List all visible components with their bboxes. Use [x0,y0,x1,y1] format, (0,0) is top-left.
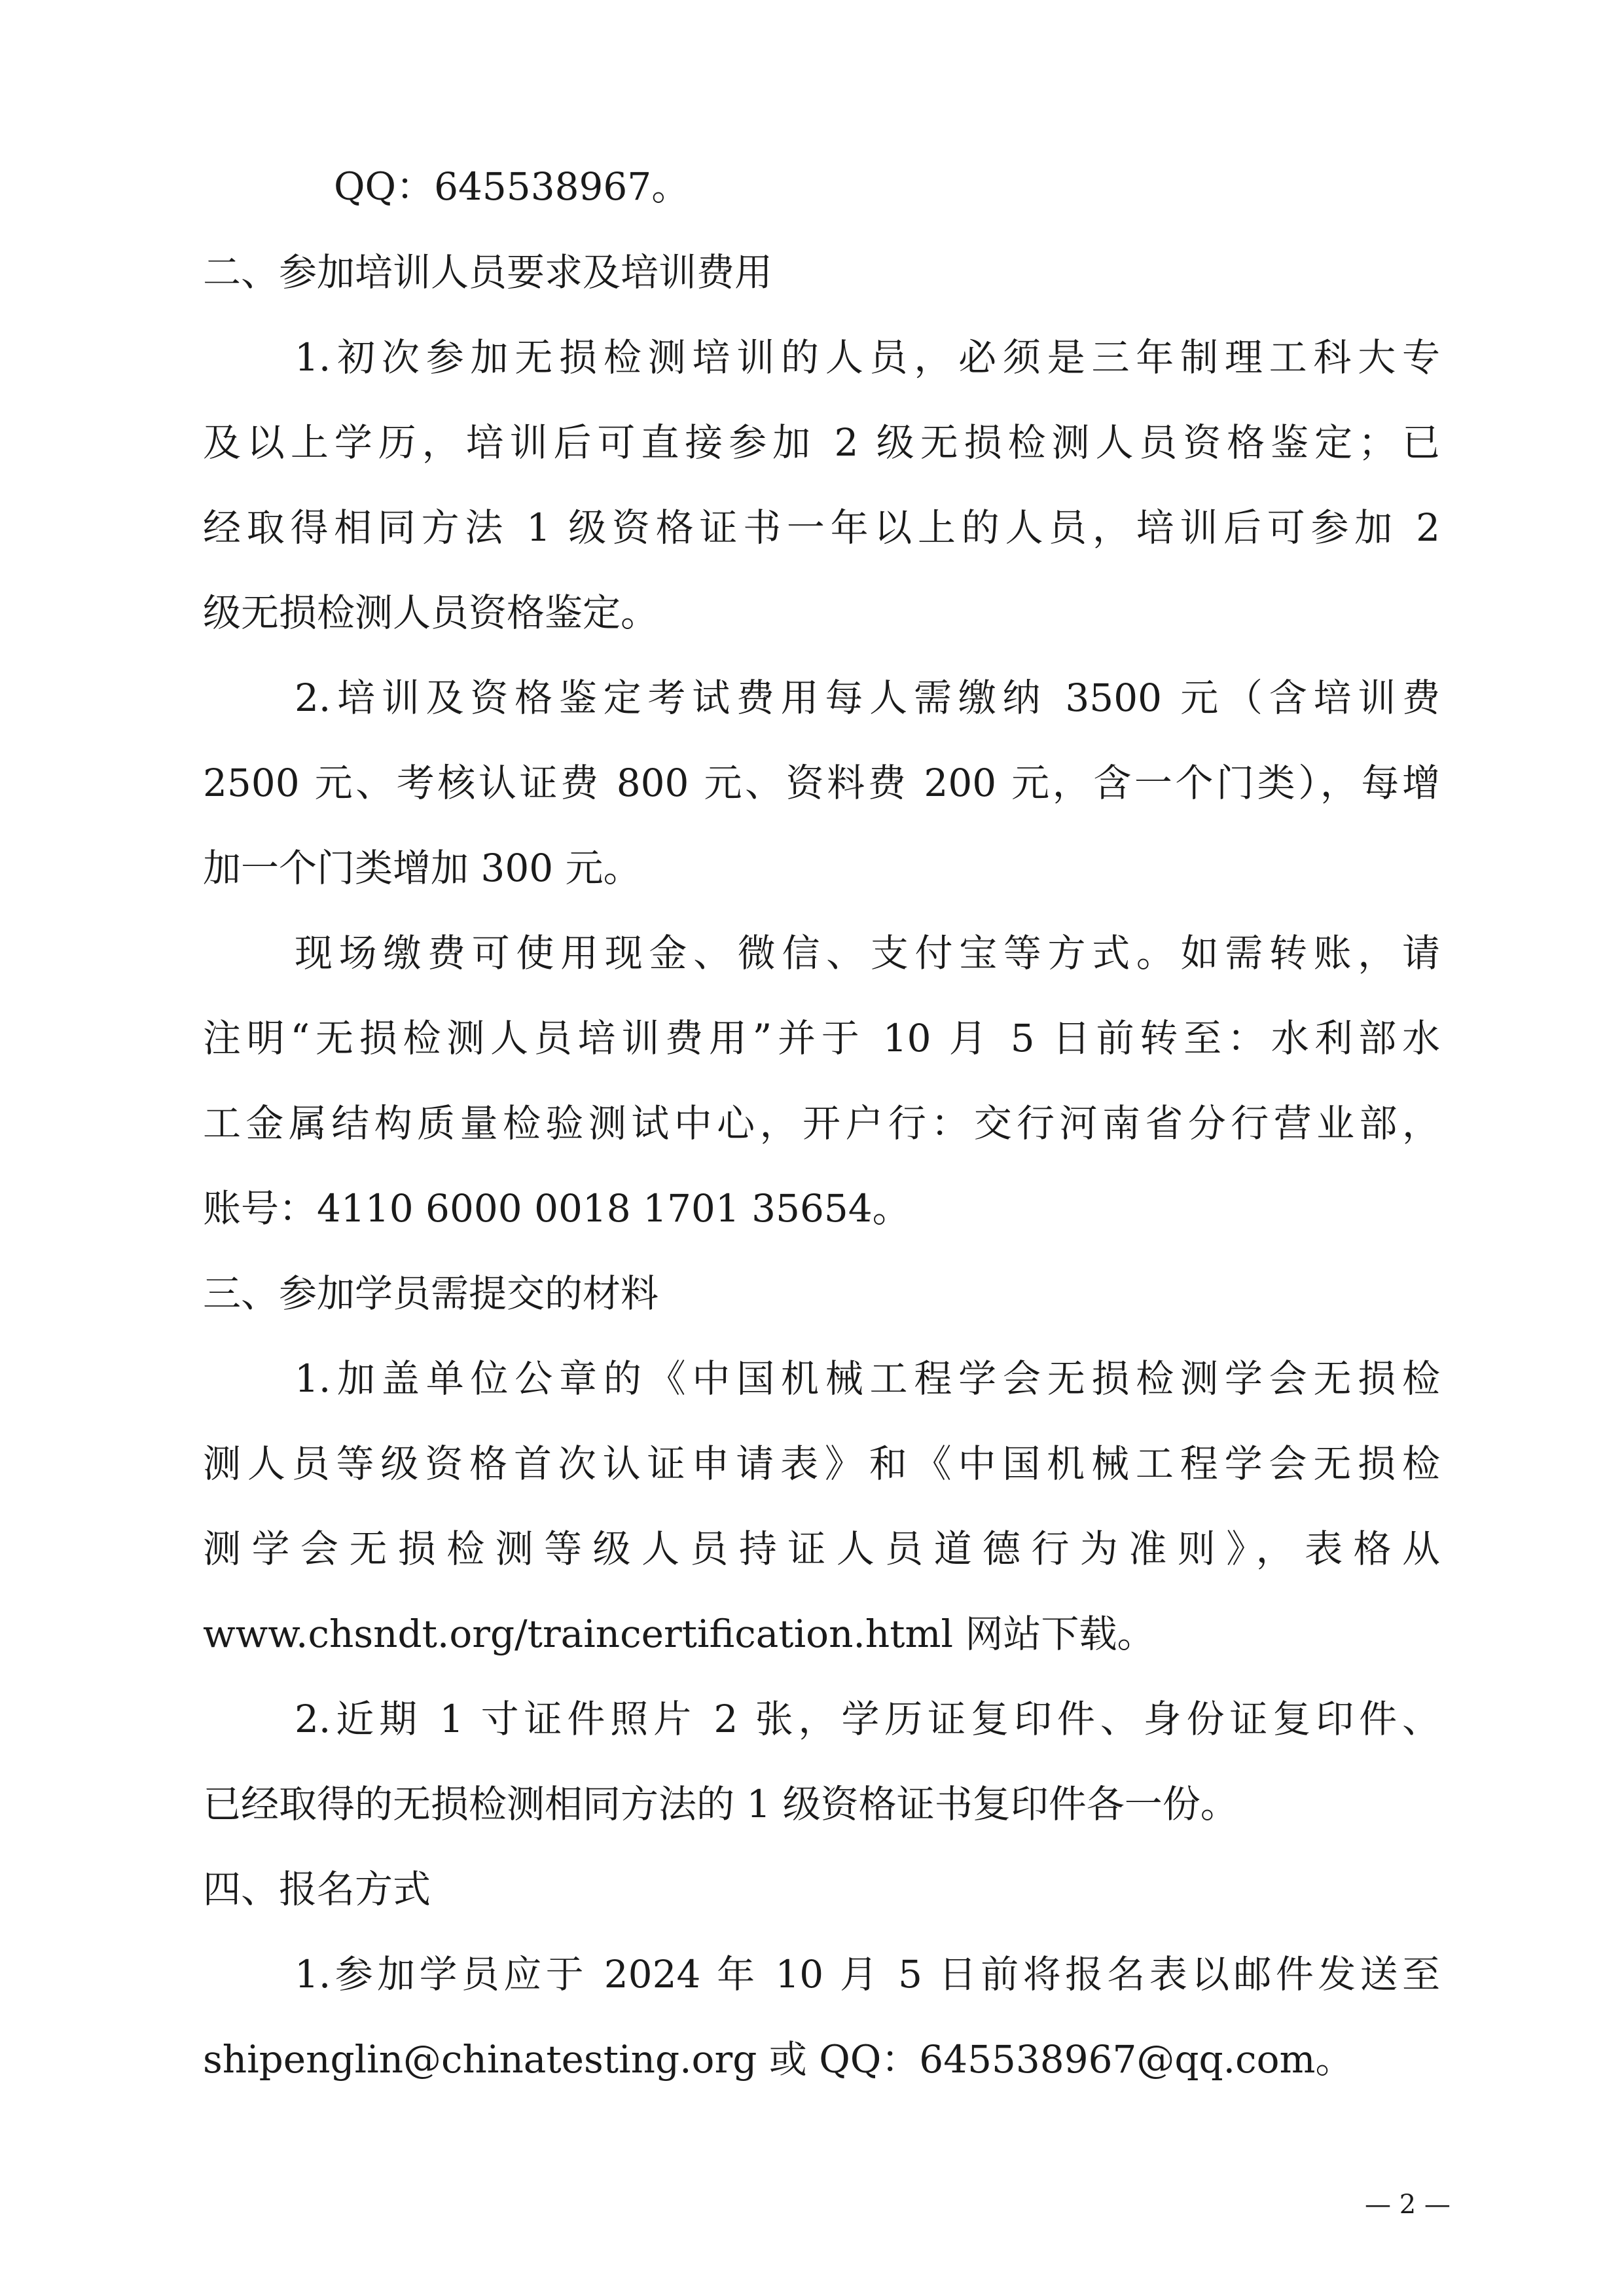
paragraph-line: 1.参加学员应于 2024 年 10 月 5 日前将报名表以邮件发送至 [295,1952,1440,1997]
section-heading-4: 四、报名方式 [203,1867,431,1911]
paragraph-line: 加一个门类增加 300 元。 [203,846,641,890]
paragraph-line: 级无损检测人员资格鉴定。 [203,590,659,635]
paragraph-line: 1.初次参加无损检测培训的人员，必须是三年制理工科大专 [295,335,1440,380]
page-number: — 2 — [1365,2190,1451,2220]
paragraph-line: 2500 元、考核认证费 800 元、资料费 200 元，含一个门类），每增 [203,761,1440,805]
paragraph-line: 现场缴费可使用现金、微信、支付宝等方式。如需转账，请 [295,931,1440,975]
contact-qq-line: QQ：645538967。 [334,164,690,209]
paragraph-line: 测人员等级资格首次认证申请表》和《中国机械工程学会无损检 [203,1441,1440,1486]
paragraph-line: 2.培训及资格鉴定考试费用每人需缴纳 3500 元（含培训费 [295,676,1440,720]
paragraph-line: 已经取得的无损检测相同方法的 1 级资格证书复印件各一份。 [203,1782,1238,1826]
section-heading-3: 三、参加学员需提交的材料 [203,1271,659,1316]
email-contact-line: shipenglin@chinatesting.org 或 QQ：645538967@qq.com。 [203,2037,1354,2082]
paragraph-line: 注明“无损检测人员培训费用”并于 10 月 5 日前转至：水利部水 [203,1016,1440,1060]
paragraph-line: 及以上学历，培训后可直接参加 2 级无损检测人员资格鉴定；已 [203,420,1440,465]
paragraph-line: 2.近期 1 寸证件照片 2 张，学历证复印件、身份证复印件、 [295,1697,1440,1741]
paragraph-line: 测学会无损检测等级人员持证人员道德行为准则》，表格从 [203,1527,1440,1571]
paragraph-line: 经取得相同方法 1 级资格证书一年以上的人员，培训后可参加 2 [203,505,1440,550]
section-heading-2: 二、参加培训人员要求及培训费用 [203,250,773,295]
paragraph-line: 1.加盖单位公章的《中国机械工程学会无损检测学会无损检 [295,1356,1440,1401]
bank-account-line: 账号：4110 6000 0018 1701 35654。 [203,1186,911,1231]
paragraph-line: 工金属结构质量检验测试中心，开户行：交行河南省分行营业部， [203,1101,1440,1146]
download-url-line: www.chsndt.org/traincertification.html 网站下载。 [203,1612,1155,1656]
